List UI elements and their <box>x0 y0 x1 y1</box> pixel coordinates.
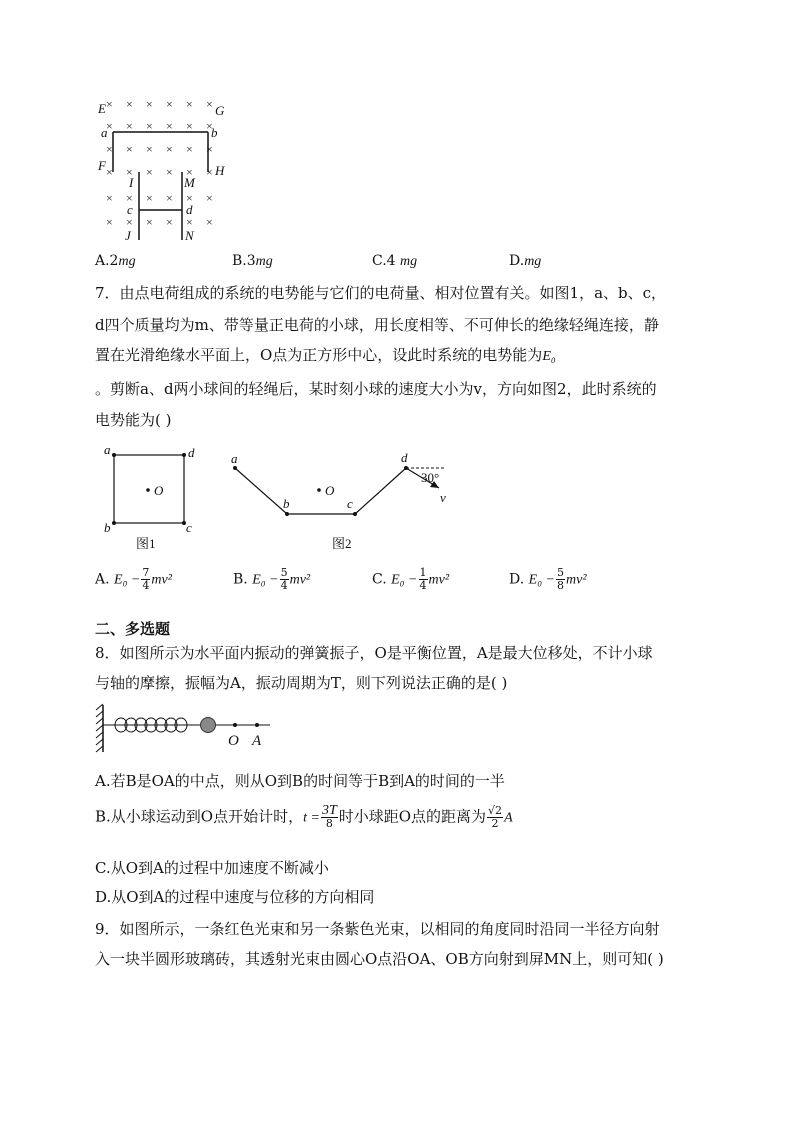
angle-label: 30° <box>421 470 440 485</box>
field-cross: × <box>146 97 153 111</box>
field-cross: × <box>166 191 173 205</box>
field-cross: × <box>206 191 213 205</box>
label-J: J <box>125 228 131 243</box>
ball <box>201 718 216 733</box>
field-cross: × <box>166 119 173 133</box>
svg-text:d: d <box>401 450 408 465</box>
svg-text:b: b <box>283 496 290 511</box>
magnetic-field-figure <box>95 90 235 245</box>
label-d: d <box>186 202 193 217</box>
field-cross: × <box>186 142 193 156</box>
field-cross: × <box>206 97 213 111</box>
field-cross: × <box>206 119 213 133</box>
q6-option-b: B.3mg <box>232 253 273 269</box>
field-cross: × <box>126 165 133 179</box>
q7-option-b: B. E₀ − $\frac{5}{4}$ mv² <box>233 566 311 592</box>
field-cross: × <box>206 215 213 229</box>
field-cross: × <box>186 97 193 111</box>
field-cross: × <box>186 191 193 205</box>
field-cross: × <box>126 119 133 133</box>
svg-text:O: O <box>154 483 164 498</box>
q6-option-a: A.2mg <box>95 253 136 269</box>
svg-text:a: a <box>231 451 238 466</box>
q8-line-1: 8．如图所示为水平面内振动的弹簧振子，O是平衡位置，A是最大位移处，不计小球 <box>95 644 653 662</box>
field-cross: × <box>166 142 173 156</box>
q9-line-1: 9．如图所示，一条红色光束和另一条紫色光束，以相同的角度同时沿同一半径方向射 <box>95 920 660 938</box>
q7-line-4: 。剪断a、d两小球间的轻绳后，某时刻小球的速度大小为v，方向如图2，此时系统的 <box>95 380 657 398</box>
field-cross: × <box>126 142 133 156</box>
figure-1 <box>98 440 208 555</box>
spring-oscillator-figure <box>95 700 275 755</box>
svg-text:c: c <box>347 496 353 511</box>
field-cross: × <box>186 165 193 179</box>
field-cross: × <box>126 191 133 205</box>
e0-symbol: E₀ <box>542 349 556 364</box>
field-cross: × <box>126 215 133 229</box>
q8-option-a: A.若B是OA的中点，则从O到B的时间等于B到A的时间的一半 <box>95 772 505 790</box>
field-cross: × <box>186 119 193 133</box>
q8-line-2: 与轴的摩擦，振幅为A，振动周期为T，则下列说法正确的是( ) <box>95 674 508 692</box>
field-cross: × <box>106 97 113 111</box>
field-cross: × <box>206 165 213 179</box>
label-I: I <box>129 175 134 190</box>
field-cross: × <box>146 142 153 156</box>
q7-line-5: 电势能为( ) <box>95 411 172 429</box>
field-cross: × <box>106 215 113 229</box>
figure-2 <box>225 440 465 555</box>
q7-option-d: D. E₀ − $\frac{5}{8}$ mv² <box>509 566 587 592</box>
q6-option-c: C.4 mg <box>372 253 418 269</box>
label-H: H <box>215 163 225 178</box>
q7-option-a: A. E₀ − $\frac{7}{4}$ mv² <box>95 566 172 592</box>
field-cross: × <box>146 191 153 205</box>
q8-option-d: D.从O到A的过程中速度与位移的方向相同 <box>95 888 375 906</box>
q8-option-b: B.从小球运动到O点开始计时，t = $\frac{3T}{8}$ 时小球距O点的距离为 $\frac{√2}{2}$ A <box>95 803 513 830</box>
q7-line-2: d四个质量均为m、带等量正电荷的小球，用长度相等、不可伸长的绝缘轻绳连接，静 <box>95 316 659 334</box>
svg-text:d: d <box>188 445 195 460</box>
field-cross: × <box>106 165 113 179</box>
label-N: N <box>185 228 194 243</box>
label-c: c <box>127 202 133 217</box>
svg-text:a: a <box>104 442 111 457</box>
q6-option-d: D.mg <box>509 253 542 269</box>
q7-option-c: C. E₀ − $\frac{1}{4}$ mv² <box>372 566 450 592</box>
field-cross: × <box>106 119 113 133</box>
field-cross: × <box>126 97 133 111</box>
svg-text:v: v <box>440 490 446 505</box>
q9-line-2: 入一块半圆形玻璃砖，其透射光束由圆心O点沿OA、OB方向射到屏MN上，则可知( ) <box>95 950 664 968</box>
field-cross: × <box>146 165 153 179</box>
field-cross: × <box>166 215 173 229</box>
point-A: A <box>252 733 262 749</box>
label-F: F <box>98 158 106 173</box>
point-O: O <box>228 733 239 749</box>
field-crosses <box>106 97 213 229</box>
fig1-caption: 图1 <box>136 536 156 551</box>
label-G: G <box>215 103 225 118</box>
field-cross: × <box>186 215 193 229</box>
q7-line-3: 置在光滑绝缘水平面上，O点为正方形中心，设此时系统的电势能为E₀ <box>95 346 556 364</box>
label-E: E <box>98 101 106 116</box>
field-cross: × <box>206 142 213 156</box>
label-M: M <box>184 175 195 190</box>
q8-option-c: C.从O到A的过程中加速度不断减小 <box>95 859 329 877</box>
field-cross: × <box>106 142 113 156</box>
field-cross: × <box>146 119 153 133</box>
field-cross: × <box>166 165 173 179</box>
field-cross: × <box>106 191 113 205</box>
svg-text:c: c <box>186 520 192 535</box>
label-a: a <box>101 125 108 140</box>
center-O <box>146 488 150 492</box>
svg-text:b: b <box>104 520 111 535</box>
section-heading: 二、多选题 <box>95 620 171 638</box>
svg-text:O: O <box>325 483 335 498</box>
fig2-caption: 图2 <box>332 536 352 551</box>
chain <box>235 468 406 514</box>
field-cross: × <box>146 215 153 229</box>
field-cross: × <box>166 97 173 111</box>
label-b: b <box>211 125 218 140</box>
q7-line-1: 7．由点电荷组成的系统的电势能与它们的电荷量、相对位置有关。如图1，a、b、c， <box>95 284 667 302</box>
